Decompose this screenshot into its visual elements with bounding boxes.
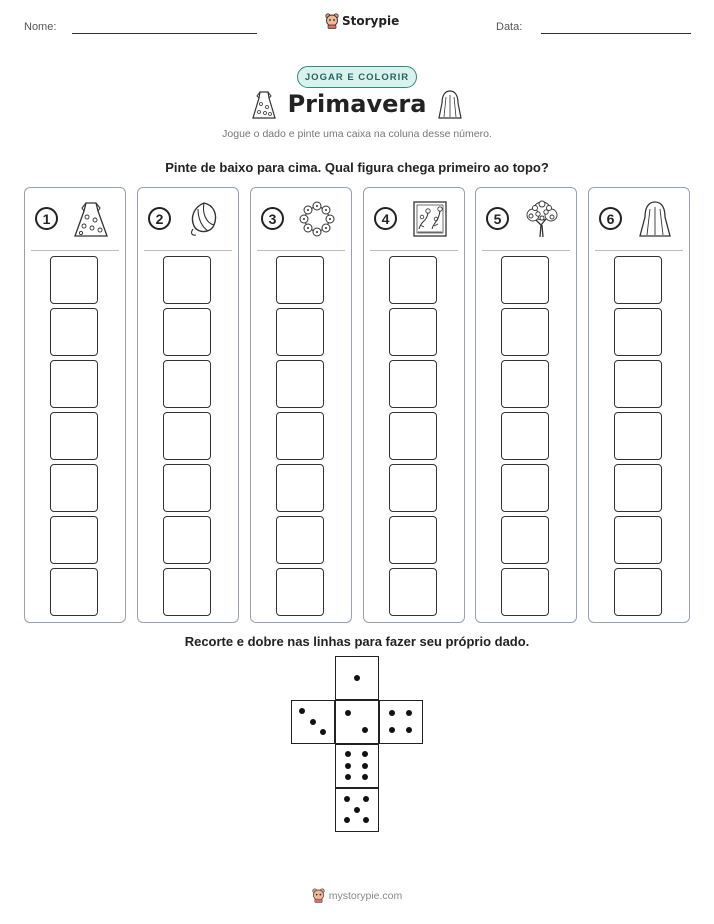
color-box[interactable] [50, 464, 98, 512]
dice-pip [344, 817, 350, 823]
dice-pip [363, 796, 369, 802]
dice-pip [310, 719, 316, 725]
veil-icon [437, 89, 463, 121]
veil-icon [635, 199, 675, 239]
dice-pip [345, 774, 351, 780]
dice-pip [354, 807, 360, 813]
dice-pip [345, 710, 351, 716]
color-box[interactable] [389, 516, 437, 564]
subtitle: Jogue o dado e pinte uma caixa na coluna desse número. [222, 128, 492, 140]
dice-pip [362, 727, 368, 733]
color-box[interactable] [163, 568, 211, 616]
color-box[interactable] [50, 360, 98, 408]
color-box[interactable] [389, 256, 437, 304]
color-box[interactable] [614, 412, 662, 460]
column-number: 1 [35, 207, 58, 230]
dice-pip [320, 729, 326, 735]
column-5 [475, 187, 577, 623]
color-box[interactable] [614, 360, 662, 408]
column-3 [250, 187, 352, 623]
dice-face-4 [379, 700, 423, 744]
column-header [364, 188, 464, 250]
column-number: 3 [261, 207, 284, 230]
color-box[interactable] [389, 412, 437, 460]
color-box[interactable] [501, 464, 549, 512]
dice-pip [406, 710, 412, 716]
column-divider [31, 250, 119, 251]
dice-face-6 [335, 744, 379, 788]
color-box[interactable] [276, 308, 324, 356]
dice-pip [389, 727, 395, 733]
rosebud-icon [184, 199, 224, 239]
dice-pip [345, 763, 351, 769]
column-divider [144, 250, 232, 251]
footer [0, 888, 714, 903]
color-box[interactable] [163, 308, 211, 356]
color-box[interactable] [50, 412, 98, 460]
color-box[interactable] [501, 360, 549, 408]
blossom-tree-icon [522, 199, 562, 239]
column-divider [482, 250, 570, 251]
dice-face-2 [335, 700, 379, 744]
column-number: 4 [374, 207, 397, 230]
color-box[interactable] [276, 360, 324, 408]
brand-logo [325, 13, 399, 29]
color-box[interactable] [389, 360, 437, 408]
dice-instruction: Recorte e dobre nas linhas para fazer seu próprio dado. [184, 634, 530, 649]
column-header [251, 188, 351, 250]
dice-pip [362, 751, 368, 757]
storypie-mascot-icon [325, 13, 339, 29]
color-box[interactable] [614, 516, 662, 564]
date-field[interactable] [541, 33, 691, 34]
color-box[interactable] [614, 568, 662, 616]
color-box[interactable] [163, 516, 211, 564]
column-header [138, 188, 238, 250]
color-box[interactable] [389, 568, 437, 616]
brand-name: Storypie [342, 14, 400, 28]
dice-pip [299, 708, 305, 714]
dice-pip [406, 727, 412, 733]
column-6 [588, 187, 690, 623]
dice-pip [354, 675, 360, 681]
dice-pip [363, 817, 369, 823]
color-box[interactable] [276, 568, 324, 616]
color-box[interactable] [50, 308, 98, 356]
dice-pip [345, 751, 351, 757]
storypie-mascot-icon [312, 888, 325, 903]
column-divider [257, 250, 345, 251]
color-box[interactable] [163, 256, 211, 304]
column-number: 2 [148, 207, 171, 230]
color-box[interactable] [50, 256, 98, 304]
color-box[interactable] [614, 308, 662, 356]
dress-icon [71, 199, 111, 239]
page-title: Primavera [287, 90, 427, 118]
column-divider [595, 250, 683, 251]
dice-pip [362, 763, 368, 769]
color-box[interactable] [389, 464, 437, 512]
column-2 [137, 187, 239, 623]
color-box[interactable] [163, 412, 211, 460]
color-box[interactable] [163, 464, 211, 512]
column-number: 5 [486, 207, 509, 230]
name-label: Nome: [24, 21, 57, 33]
color-box[interactable] [276, 464, 324, 512]
column-number: 6 [599, 207, 622, 230]
dice-pip [344, 796, 350, 802]
name-field[interactable] [72, 33, 257, 34]
dice-face-3 [291, 700, 335, 744]
color-box[interactable] [276, 256, 324, 304]
date-label: Data: [496, 21, 523, 33]
color-box[interactable] [501, 412, 549, 460]
color-box[interactable] [501, 308, 549, 356]
color-box[interactable] [163, 360, 211, 408]
flower-wreath-icon [297, 199, 337, 239]
footer-url: mystorypie.com [328, 889, 403, 902]
column-4 [363, 187, 465, 623]
color-box[interactable] [50, 568, 98, 616]
dice-pip [362, 774, 368, 780]
color-box[interactable] [50, 516, 98, 564]
color-box[interactable] [501, 568, 549, 616]
color-box[interactable] [501, 516, 549, 564]
column-divider [370, 250, 458, 251]
color-box[interactable] [389, 308, 437, 356]
garden-scene-icon [410, 199, 450, 239]
dice-face-5 [335, 788, 379, 832]
color-box[interactable] [276, 412, 324, 460]
color-box[interactable] [614, 256, 662, 304]
color-box[interactable] [501, 256, 549, 304]
dice-pip [389, 710, 395, 716]
category-badge: JOGAR E COLORIR [297, 66, 417, 88]
color-box[interactable] [614, 464, 662, 512]
column-header [589, 188, 689, 250]
column-header [25, 188, 125, 250]
color-box[interactable] [276, 516, 324, 564]
column-1 [24, 187, 126, 623]
column-instruction: Pinte de baixo para cima. Qual figura chega primeiro ao topo? [165, 160, 549, 175]
column-header [476, 188, 576, 250]
dice-face-1 [335, 656, 379, 700]
